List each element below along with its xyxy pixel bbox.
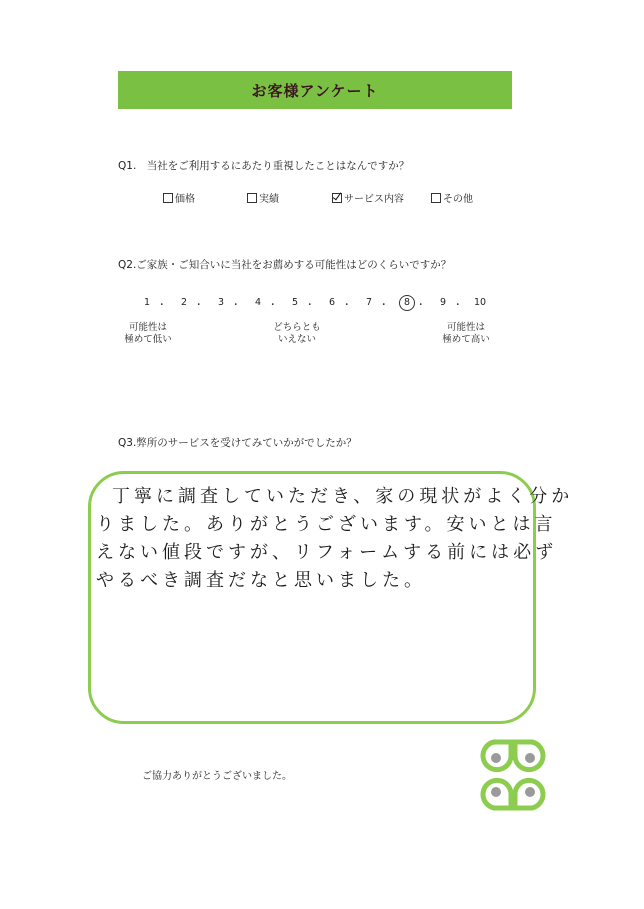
scale-option-7[interactable]: 7 [365, 297, 373, 308]
scale-option-3[interactable]: 3 [217, 297, 225, 308]
checkbox-results[interactable] [247, 193, 257, 203]
scale-option-6[interactable]: 6 [328, 297, 336, 308]
scale-dot: ・ [268, 300, 278, 311]
answer-line-2: りました。ありがとうございます。安いとは言 [96, 514, 557, 535]
label-line: 極めて高い [442, 334, 490, 345]
survey-header-bar [118, 71, 512, 109]
clover-logo-icon [476, 738, 550, 812]
checkbox-price[interactable] [163, 193, 173, 203]
q1-question: Q1. 当社をご利用するにあたり重視したことはなんですか？ [118, 160, 410, 172]
option-label: その他 [443, 194, 473, 205]
scale-option-10[interactable]: 10 [473, 297, 487, 308]
scale-option-9[interactable]: 9 [439, 297, 447, 308]
scale-option-8[interactable]: 8 [399, 295, 415, 311]
answer-line-4: やるべき調査だなと思いました。 [96, 570, 426, 591]
scale-dot: ・ [416, 300, 426, 311]
option-label: 実績 [259, 194, 279, 205]
scale-option-1[interactable]: 1 [143, 297, 151, 308]
scale-dot: ・ [231, 300, 241, 311]
label-line: 可能性は [446, 322, 485, 333]
q2-question: Q2.ご家族・ご知合いに当社をお薦めする可能性はどのくらいですか？ [118, 259, 452, 271]
scale-option-4[interactable]: 4 [254, 297, 262, 308]
q2-label-low [118, 322, 178, 346]
option-label: 価格 [175, 194, 195, 205]
scale-dot: ・ [379, 300, 389, 311]
q3-question: Q3.弊所のサービスを受けてみていかがでしたか？ [118, 437, 357, 449]
q2-label-mid [267, 322, 327, 346]
q2-scale [140, 297, 500, 313]
checkbox-service[interactable] [332, 193, 342, 203]
checkbox-other[interactable] [431, 193, 441, 203]
q1-option-price[interactable] [163, 190, 195, 205]
answer-line-3: えない値段ですが、リフォームする前には必ず [96, 542, 558, 563]
label-line: 極めて低い [124, 334, 172, 345]
label-line: いえない [277, 334, 316, 345]
label-line: 可能性は [128, 322, 167, 333]
q1-option-results[interactable] [247, 190, 279, 205]
scale-option-2[interactable]: 2 [180, 297, 188, 308]
q2-label-high [436, 322, 496, 346]
survey-title: お客様アンケート [251, 81, 379, 100]
scale-dot: ・ [194, 300, 204, 311]
scale-option-5[interactable]: 5 [291, 297, 299, 308]
q3-answer-box[interactable] [88, 471, 536, 724]
scale-dot: ・ [342, 300, 352, 311]
scale-dot: ・ [157, 300, 167, 311]
q1-option-other[interactable] [431, 190, 473, 205]
label-line: どちらとも [273, 322, 321, 333]
scale-dot: ・ [453, 300, 463, 311]
q1-option-service[interactable] [332, 190, 404, 205]
thanks-message: ご協力ありがとうございました。 [142, 771, 292, 782]
scale-dot: ・ [305, 300, 315, 311]
option-label: サービス内容 [344, 194, 404, 205]
answer-line-1: 丁寧に調査していただき、家の現状がよく分か [112, 486, 574, 507]
